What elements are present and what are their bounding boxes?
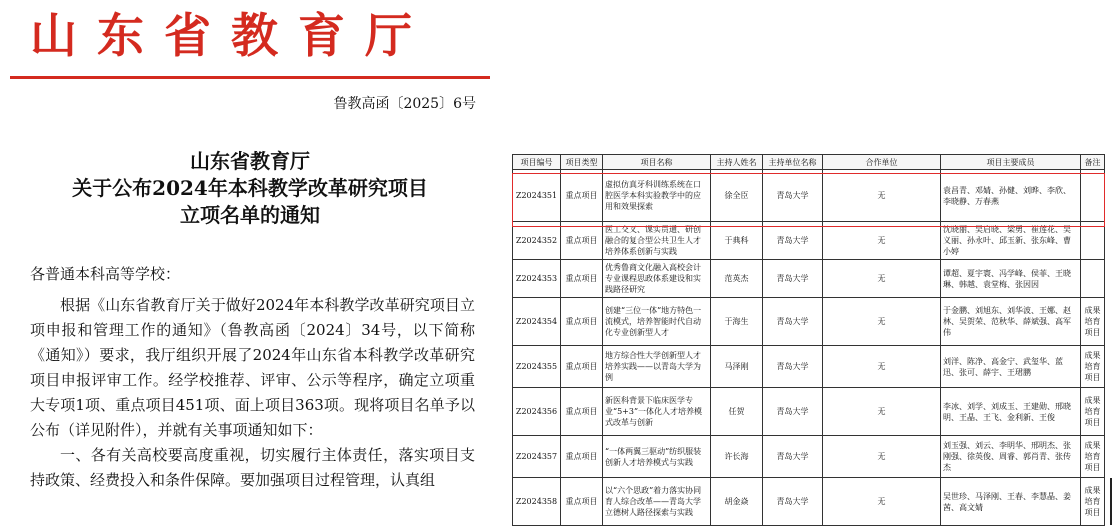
- table-row: [513, 346, 1105, 388]
- table-row: [513, 260, 1105, 298]
- table-row: [513, 222, 1105, 260]
- project-type: 重点项目: [561, 298, 603, 346]
- project-id: Z2024358: [513, 478, 561, 526]
- host-unit: 青岛大学: [763, 388, 823, 436]
- remarks: 成果培育项目: [1081, 388, 1105, 436]
- host-unit: 青岛大学: [763, 298, 823, 346]
- cooperating-unit: 无: [823, 170, 941, 222]
- project-name: 虚拟仿真牙科训练系统在口腔医学本科实验教学中的应用和效果探索: [603, 170, 711, 222]
- main-members: 李冰、刘学、刘成玉、王建勋、邢晓明、王晶、王飞、金利新、王俊: [941, 388, 1081, 436]
- cooperating-unit: 无: [823, 346, 941, 388]
- project-type: 重点项目: [561, 222, 603, 260]
- main-members: 刘洋、陈净、高金宁、武玺华、蓝迅、张可、薛宇、王珺鹏: [941, 346, 1081, 388]
- cooperating-unit: 无: [823, 478, 941, 526]
- header-cell: 项目编号: [513, 155, 561, 170]
- project-name: 优秀鲁商文化融入高校会计专业课程思政体系建设和实践路径研究: [603, 260, 711, 298]
- project-type: 重点项目: [561, 260, 603, 298]
- host-name: 徐全臣: [711, 170, 763, 222]
- project-type: 重点项目: [561, 388, 603, 436]
- table-row: [513, 170, 1105, 222]
- main-members: 刘玉强、刘云、李明华、邢明杰、张刚强、徐英俊、周睿、郭肖青、张传杰: [941, 436, 1081, 478]
- cooperating-unit: 无: [823, 436, 941, 478]
- project-type: 重点项目: [561, 478, 603, 526]
- edge-mark: [1110, 478, 1112, 525]
- header-cell: 项目主要成员: [941, 155, 1081, 170]
- paragraph-2: 一、各有关高校要高度重视，切实履行主体责任，落实项目支持政策、经费投入和条件保障。要加强项目过程管理，认真组: [30, 446, 475, 489]
- table-header-row: [513, 155, 1105, 170]
- host-unit: 青岛大学: [763, 436, 823, 478]
- host-name: 范英杰: [711, 260, 763, 298]
- host-name: 于海生: [711, 298, 763, 346]
- host-unit: 青岛大学: [763, 346, 823, 388]
- title-line-1: 山东省教育厅: [190, 149, 310, 173]
- main-members: 沈晓丽、吴启晓、梁勇、崔莲花、吴义丽、孙永叶、邱玉新、张东峰、曹小婷: [941, 222, 1081, 260]
- project-name: “一体两翼三驱动”纺织服装创新人才培养模式与实践: [603, 436, 711, 478]
- table-row: [513, 478, 1105, 526]
- project-id: Z2024353: [513, 260, 561, 298]
- main-members: 袁昌青、邓婧、孙健、刘晔、李欣、李晓静、万春燕: [941, 170, 1081, 222]
- project-id: Z2024352: [513, 222, 561, 260]
- remarks: [1081, 260, 1105, 298]
- project-id: Z2024354: [513, 298, 561, 346]
- issuer-letterhead: 山东省教育厅: [30, 9, 432, 64]
- cooperating-unit: 无: [823, 222, 941, 260]
- cooperating-unit: 无: [823, 388, 941, 436]
- remarks: 成果培育项目: [1081, 436, 1105, 478]
- document-number: 鲁教高函〔2025〕6号: [333, 96, 476, 112]
- project-name: 以“六个思政”着力落实协同育人综合改革——青岛大学立德树人路径探索与实践: [603, 478, 711, 526]
- remarks: [1081, 170, 1105, 222]
- host-unit: 青岛大学: [763, 478, 823, 526]
- project-id: Z2024355: [513, 346, 561, 388]
- addressee: 各普通本科高等学校：: [30, 265, 181, 283]
- project-list-table: [512, 154, 1105, 526]
- project-id: Z2024356: [513, 388, 561, 436]
- host-name: 马泽刚: [711, 346, 763, 388]
- main-members: 谭超、夏宇寰、冯学峰、侯菲、王晓琳、韩越、袁堂梅、张因因: [941, 260, 1081, 298]
- cooperating-unit: 无: [823, 260, 941, 298]
- header-cell: 项目名称: [603, 155, 711, 170]
- main-members: 吴世珍、马泽刚、王春、李慧晶、姜茜、高文婧: [941, 478, 1081, 526]
- letterhead-rule: [10, 76, 490, 79]
- host-unit: 青岛大学: [763, 170, 823, 222]
- cooperating-unit: 无: [823, 298, 941, 346]
- remarks: 成果培育项目: [1081, 346, 1105, 388]
- header-cell: 备注: [1081, 155, 1105, 170]
- table-row: [513, 388, 1105, 436]
- host-name: 任贺: [711, 388, 763, 436]
- remarks: [1081, 222, 1105, 260]
- header-cell: 项目类型: [561, 155, 603, 170]
- main-members: 于金鹏、刘旭东、刘华波、王娜、赵林、吴贺荣、范秋华、薛斌强、高军伟: [941, 298, 1081, 346]
- paragraph-1: 根据《山东省教育厅关于做好2024年本科教学改革研究项目立项申报和管理工作的通知》（鲁教高函〔2024〕34号，以下简称《通知》）要求，我厅组织开展了2024年山东省本科教学改革研究项目申报评审工作。经学校推荐、评审、公示等程序，确定立项重大专项1项、重点项目451项、面上项目363项。现将项目名单予以公布（详见附件），并就有关事项通知如下：: [30, 296, 475, 439]
- project-type: 重点项目: [561, 346, 603, 388]
- title-line-3: 立项名单的通知: [180, 203, 320, 227]
- notice-title: [0, 148, 500, 229]
- project-type: 重点项目: [561, 170, 603, 222]
- host-unit: 青岛大学: [763, 260, 823, 298]
- header-cell: 主持单位名称: [763, 155, 823, 170]
- table-row: [513, 298, 1105, 346]
- table-row: [513, 436, 1105, 478]
- project-name: 新医科背景下临床医学专业“5+3”一体化人才培养模式改革与创新: [603, 388, 711, 436]
- remarks: 成果培育项目: [1081, 478, 1105, 526]
- header-cell: 主持人姓名: [711, 155, 763, 170]
- remarks: 成果培育项目: [1081, 298, 1105, 346]
- notice-document: [0, 0, 500, 525]
- header-cell: 合作单位: [823, 155, 941, 170]
- project-type: 重点项目: [561, 436, 603, 478]
- project-id: Z2024351: [513, 170, 561, 222]
- project-name: 医工交叉、课实贯通、研创融合的复合型公共卫生人才培养体系创新与实践: [603, 222, 711, 260]
- project-name: 创建“三位一体”地方特色一流模式，培养智能时代自动化专业创新型人才: [603, 298, 711, 346]
- host-name: 于典科: [711, 222, 763, 260]
- host-name: 胡金焱: [711, 478, 763, 526]
- notice-body: [30, 293, 475, 493]
- host-name: 许长海: [711, 436, 763, 478]
- project-name: 地方综合性大学创新型人才培养实践——以青岛大学为例: [603, 346, 711, 388]
- host-unit: 青岛大学: [763, 222, 823, 260]
- project-id: Z2024357: [513, 436, 561, 478]
- title-line-2: 关于公布2024年本科教学改革研究项目: [72, 176, 428, 200]
- project-list-table-panel: [512, 154, 1104, 525]
